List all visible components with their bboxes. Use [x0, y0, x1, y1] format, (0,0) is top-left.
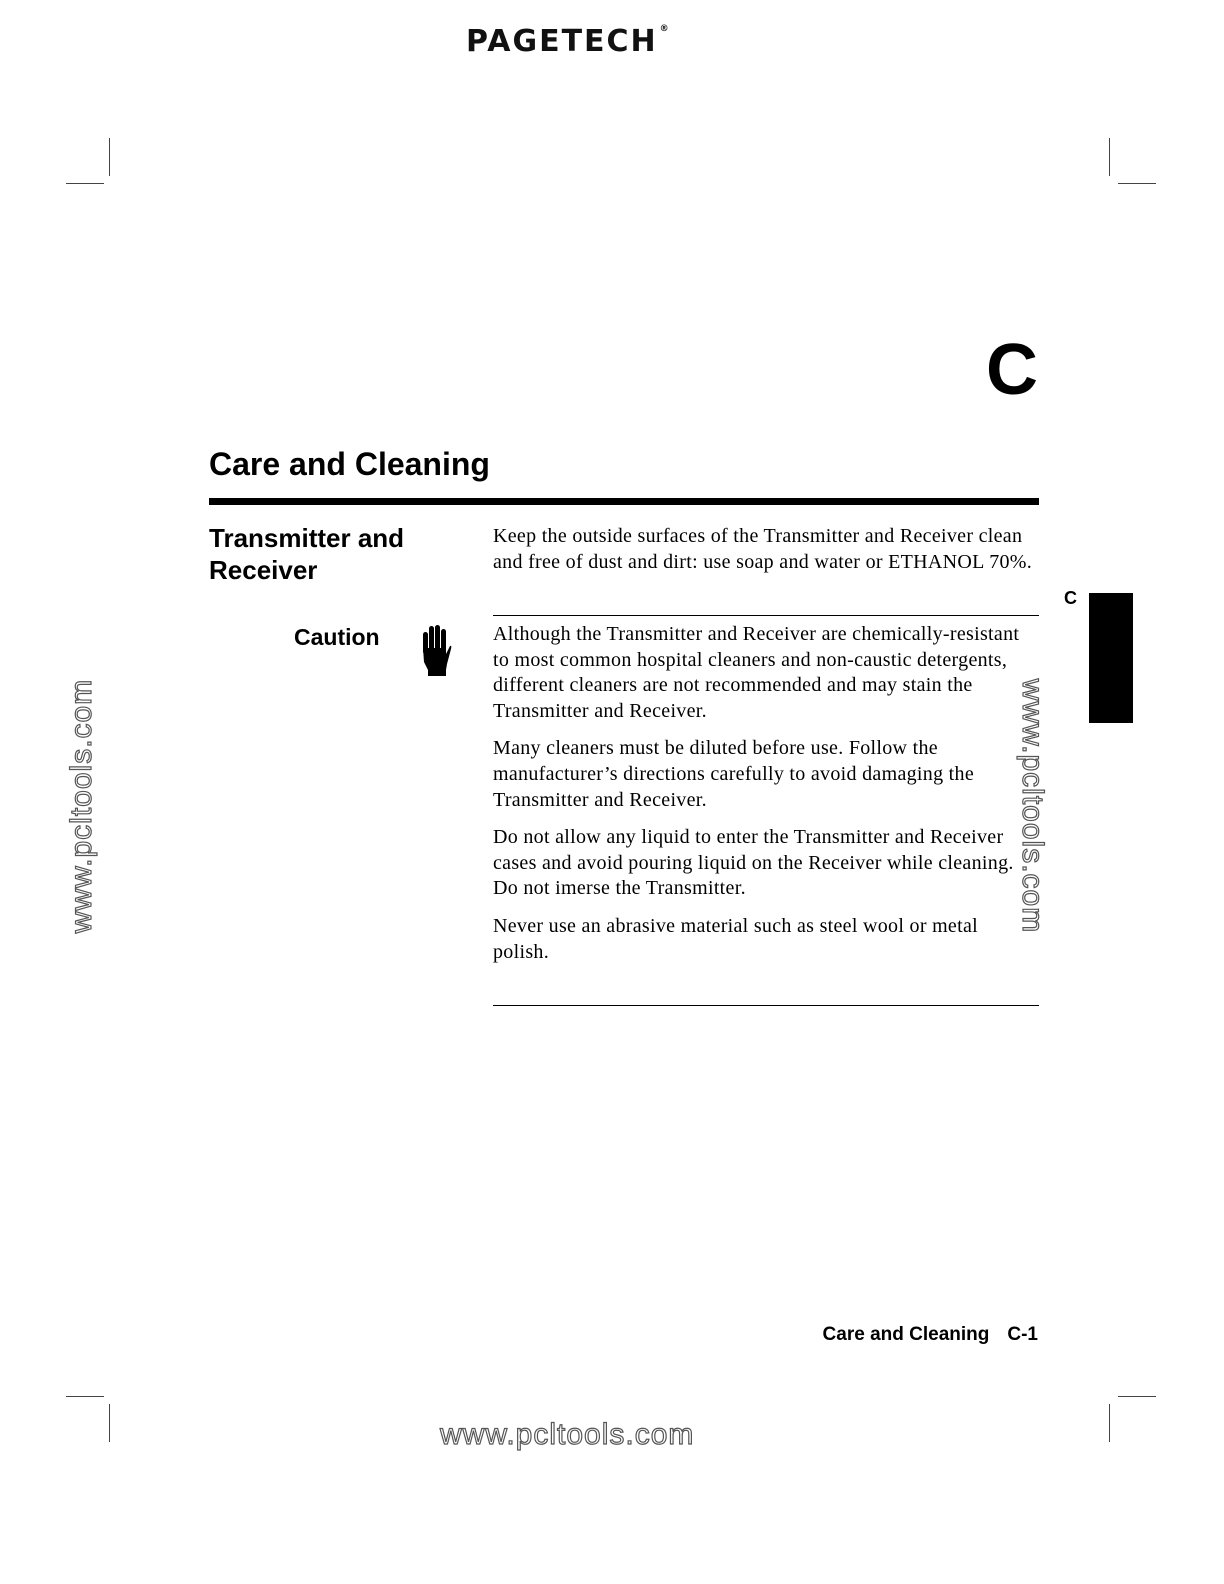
caution-bottom-rule [493, 1005, 1039, 1006]
crop-mark-top-right-v [1109, 138, 1110, 176]
section-heading: Transmitter and Receiver [209, 523, 405, 585]
watermark-bottom: www.pcltools.com [440, 1418, 695, 1451]
title-rule [209, 498, 1039, 505]
caution-label: Caution [294, 624, 380, 650]
crop-mark-bottom-left-v [109, 1404, 110, 1442]
registered-mark: ® [659, 24, 671, 34]
page-footer [823, 1324, 1038, 1346]
caution-paragraph: Many cleaners must be diluted before use. Follow the manufacturer’s directions carefully to avoid damaging the Transmitter and Receiver. [493, 737, 975, 811]
crop-mark-bottom-left-h [66, 1396, 104, 1397]
watermark-left: www.pcltools.com [65, 678, 98, 934]
caution-body [493, 622, 1033, 977]
side-tab-letter: C [1064, 588, 1077, 608]
caution-paragraph: Do not allow any liquid to enter the Transmitter and Receiver cases and avoid pouring liquid on the Receiver while cleaning. Do not imerse the Transmitter. [493, 826, 1014, 900]
crop-mark-top-left-v [109, 138, 110, 176]
chapter-title: Care and Cleaning [209, 446, 490, 482]
crop-mark-bottom-right-h [1118, 1396, 1156, 1397]
footer-title: Care and Cleaning [822, 1324, 990, 1345]
chapter-letter: C [986, 330, 1038, 410]
crop-mark-bottom-right-v [1109, 1404, 1110, 1442]
intro-paragraph: Keep the outside surfaces of the Transmitter and Receiver clean and free of dust and dirt: use soap and water or ETHANOL 70%. [493, 525, 1033, 573]
footer-page-number: C-1 [1007, 1324, 1038, 1345]
caution-paragraph: Although the Transmitter and Receiver are chemically-resistant to most common hospital cleaners and non-caustic detergents, different cleaners are not recommended and may stain the Transmitter and Receiver. [493, 623, 1020, 722]
crop-mark-top-right-h [1118, 183, 1156, 184]
caution-paragraph: Never use an abrasive material such as steel wool or metal polish. [493, 914, 978, 963]
caution-hand-icon [418, 624, 452, 678]
pagetech-logo [466, 24, 671, 59]
logo-text: PAGETECH [466, 24, 658, 59]
side-tab-block [1089, 593, 1133, 723]
watermark-right: www.pcltools.com [1016, 678, 1049, 934]
crop-mark-top-left-h [66, 183, 104, 184]
caution-top-rule [493, 615, 1039, 616]
